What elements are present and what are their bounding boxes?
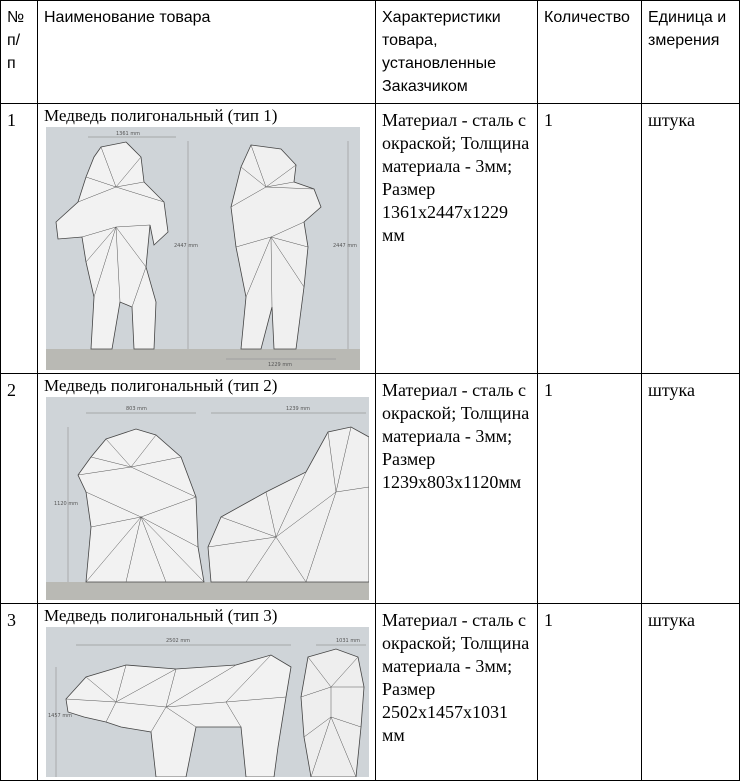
row-num: 3 bbox=[1, 604, 38, 781]
row-qty: 1 bbox=[538, 604, 642, 781]
header-qty: Количество bbox=[538, 1, 642, 104]
dim-label: 803 mm bbox=[126, 406, 147, 412]
row-unit: штука bbox=[642, 104, 740, 374]
dim-label: 2502 mm bbox=[166, 638, 191, 644]
header-unit: Единица измерения bbox=[642, 1, 740, 104]
dim-label: 1361 mm bbox=[116, 131, 141, 137]
product-name: Медведь полигональный (тип 1) bbox=[44, 106, 278, 125]
row-num: 1 bbox=[1, 104, 38, 374]
row-qty: 1 bbox=[538, 374, 642, 604]
row-unit: штука bbox=[642, 374, 740, 604]
dim-label: 2447 mm bbox=[174, 243, 199, 249]
table-row bbox=[1, 104, 740, 374]
header-num-text: № п/ п bbox=[7, 9, 25, 72]
polygonal-bear-standing-icon bbox=[46, 127, 360, 370]
polygonal-bear-walking-icon bbox=[46, 627, 369, 777]
row-chars: Материал - сталь с окраской; Толщина материала - 3мм; Размер 1239х803х1120мм bbox=[376, 374, 538, 604]
table-header-row bbox=[1, 1, 740, 104]
dim-label: 1457 mm bbox=[48, 713, 73, 719]
row-chars: Материал - сталь с окраской; Толщина материала - 3мм; Размер 1361х2447х1229 мм bbox=[376, 104, 538, 374]
table-row bbox=[1, 374, 740, 604]
header-num bbox=[1, 1, 38, 104]
row-qty: 1 bbox=[538, 104, 642, 374]
dim-label: 1239 mm bbox=[286, 406, 311, 412]
product-name: Медведь полигональный (тип 2) bbox=[44, 376, 278, 395]
row-name-cell bbox=[38, 104, 376, 374]
polygonal-bear-sitting-icon bbox=[46, 397, 369, 600]
row-name-cell bbox=[38, 374, 376, 604]
dim-label: 1031 mm bbox=[336, 638, 361, 644]
row-name-cell bbox=[38, 604, 376, 781]
row-chars: Материал - сталь с окраской; Толщина материала - 3мм; Размер 2502х1457х1031 мм bbox=[376, 604, 538, 781]
dim-label: 2447 mm bbox=[333, 243, 358, 249]
dim-label: 1229 mm bbox=[268, 362, 293, 368]
header-name: Наименование товара bbox=[38, 1, 376, 104]
header-chars: Характеристики товара, установленные Заказчиком bbox=[376, 1, 538, 104]
row-unit: штука bbox=[642, 604, 740, 781]
product-name: Медведь полигональный (тип 3) bbox=[44, 606, 278, 625]
table-row bbox=[1, 604, 740, 781]
row-num: 2 bbox=[1, 374, 38, 604]
dim-label: 1120 mm bbox=[54, 501, 79, 507]
